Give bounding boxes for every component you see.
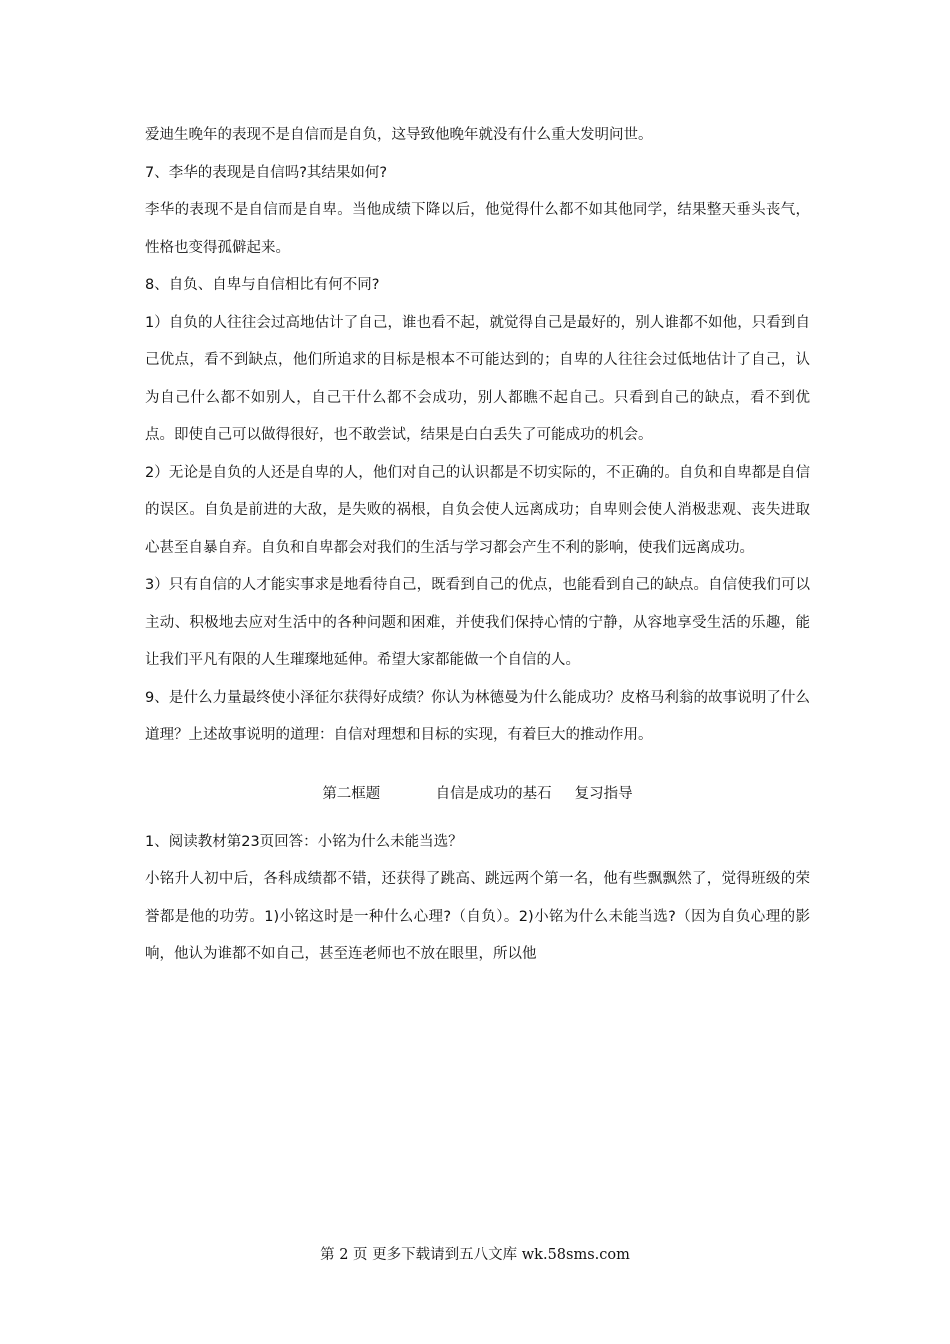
section-heading-part-1: 第二框题 xyxy=(322,785,381,802)
answer-8-point-2: 2）无论是自负的人还是自卑的人，他们对自己的认识都是不切实际的，不正确的。自负和自卑都是自信的误区。自负是前进的大敌，是失败的祸根，自负会使人远离成功；自卑则会使人消极悲观、丧失进取心甚至自暴自弃。自负和自卑都会对我们的生活与学习都会产生不利的影响，使我们远离成功。 xyxy=(145,464,810,556)
question-9: 9、是什么力量最终使小泽征尔获得好成绩？你认为林德曼为什么能成功？皮格马利翁的故事说明了什么道理？上述故事说明的道理：自信对理想和目标的实现，有着巨大的推动作用。 xyxy=(145,689,810,743)
paragraph: 爱迪生晚年的表现不是自信而是自负，这导致他晚年就没有什么重大发明问世。 xyxy=(145,127,653,143)
page-footer: 第 2 页 更多下载请到五八文库 wk.58sms.com xyxy=(320,1247,630,1263)
question-1: 1、阅读教材第23页回答：小铭为什么未能当选？ xyxy=(145,833,463,850)
question-7: 7、李华的表现是自信吗?其结果如何? xyxy=(145,164,388,181)
body-text xyxy=(145,117,810,974)
answer-7: 李华的表现不是自信而是自卑。当他成绩下降以后，他觉得什么都不如其他同学，结果整天垂头丧气，性格也变得孤僻起来。 xyxy=(145,202,810,256)
question-8: 8、自负、自卑与自信相比有何不同? xyxy=(145,277,380,293)
section-heading xyxy=(145,755,810,824)
answer-8-point-1: 1）自负的人往往会过高地估计了自己，谁也看不起，就觉得自己是最好的，别人谁都不如他，只看到自己优点，看不到缺点，他们所追求的目标是根本不可能达到的；自卑的人往往会过低地估计了自己，认为自己什么都不如别人，自己干什么都不会成功，别人都瞧不起自己。只看到自己的缺点，看不到优点。即使自己可以做得很好，也不敢尝试，结果是白白丢失了可能成功的机会。 xyxy=(145,314,810,443)
section-heading-part-3: 复习指导 xyxy=(574,785,633,802)
section-heading-part-2: 自信是成功的基石 xyxy=(435,785,552,802)
answer-8-point-3: 3）只有自信的人才能实事求是地看待自己，既看到自己的优点，也能看到自己的缺点。自信使我们可以主动、积极地去应对生活中的各种问题和困难，并使我们保持心情的宁静，从容地享受生活的乐趣，能让我们平凡有限的人生璀璨地延伸。希望大家都能做一个自信的人。 xyxy=(145,577,810,668)
answer-1: 小铭升人初中后，各科成绩都不错，还获得了跳高、跳远两个第一名，他有些飘飘然了，觉得班级的荣誉都是他的功劳。1)小铭这时是一种什么心理?（自负）。2)小铭为什么未能当选?（因为自负心理的影响，他认为谁都不如自己，甚至连老师也不放在眼里，所以他 xyxy=(145,871,810,962)
